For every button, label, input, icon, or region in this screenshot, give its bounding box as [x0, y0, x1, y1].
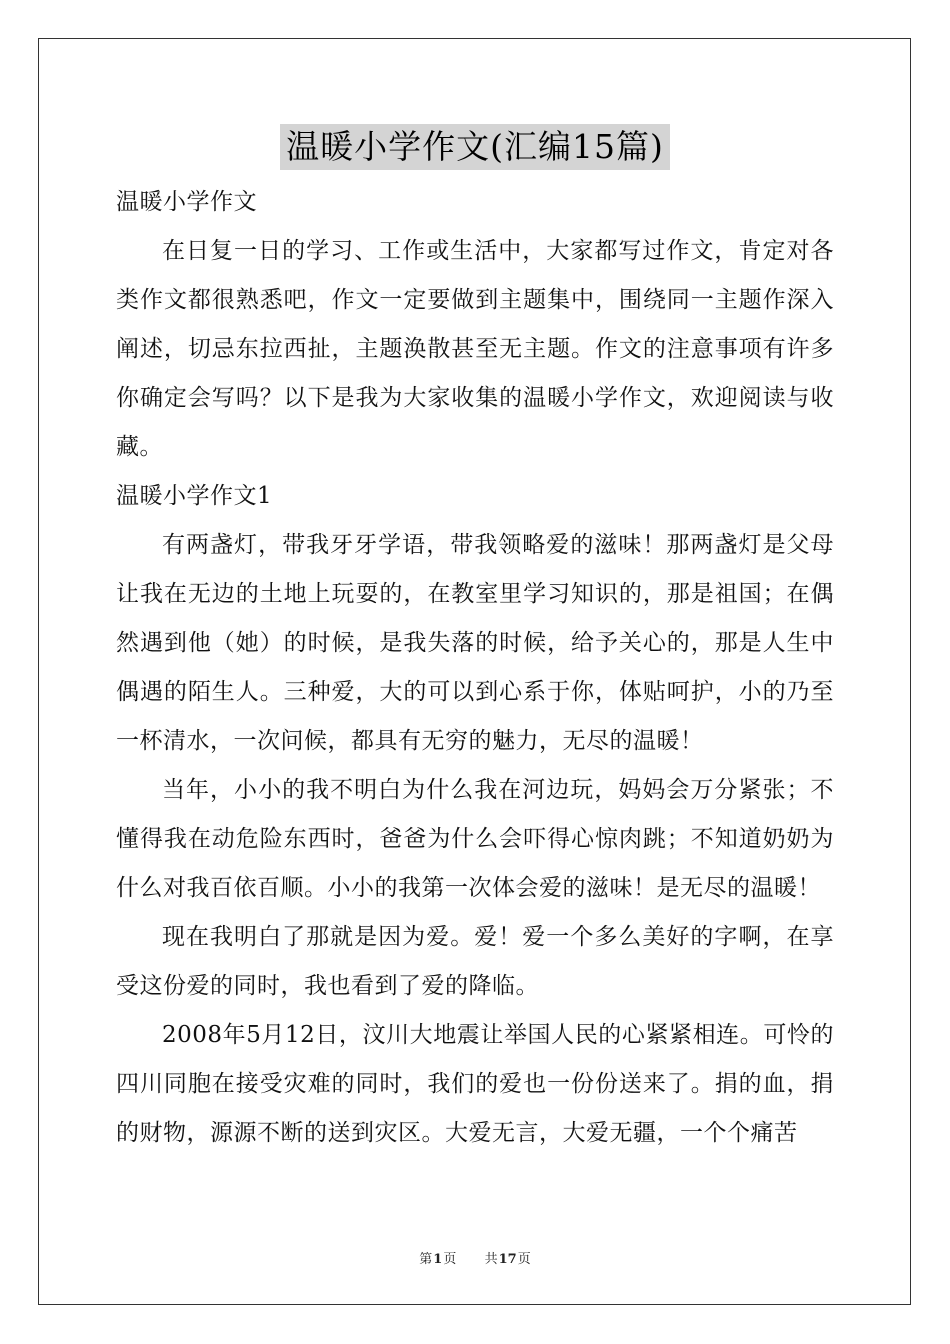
page-prefix: 第: [419, 1252, 433, 1267]
document-body: [116, 178, 834, 1158]
total-suffix: 页: [517, 1252, 531, 1267]
body-paragraph: 现在我明白了那就是因为爱。爱！爱一个多么美好的字啊，在享受这份爱的同时，我也看到了爱的降临。: [116, 924, 834, 999]
page-suffix: 页: [443, 1252, 457, 1267]
title-area: [0, 124, 950, 170]
page-number: 1: [433, 1252, 443, 1267]
body-paragraph: 当年，小小的我不明白为什么我在河边玩，妈妈会万分紧张；不懂得我在动危险东西时，爸爸为什么会吓得心惊肉跳；不知道奶奶为什么对我百依百顺。小小的我第一次体会爱的滋味！是无尽的温暖！: [116, 777, 834, 901]
body-paragraph: 有两盏灯，带我牙牙学语，带我领略爱的滋味！那两盏灯是父母让我在无边的土地上玩耍的，在教室里学习知识的，那是祖国；在偶然遇到他（她）的时候，是我失落的时候，给予关心的，那是人生中偶遇的陌生人。三种爱，大的可以到心系于你，体贴呵护，小的乃至一杯清水，一次问候，都具有无穷的魅力，无尽的温暖！: [116, 532, 834, 754]
page-footer: [0, 1248, 950, 1267]
total-pages: 17: [498, 1252, 517, 1267]
essay-heading: 温暖小学作文1: [116, 483, 273, 509]
intro-paragraph: 在日复一日的学习、工作或生活中，大家都写过作文，肯定对各类作文都很熟悉吧，作文一定要做到主题集中，围绕同一主题作深入阐述，切忌东拉西扯，主题涣散甚至无主题。作文的注意事项有许多你确定会写吗？以下是我为大家收集的温暖小学作文，欢迎阅读与收藏。: [116, 238, 834, 460]
body-paragraph: 2008年5月12日，汶川大地震让举国人民的心紧紧相连。可怜的四川同胞在接受灾难的同时，我们的爱也一份份送来了。捐的血，捐的财物，源源不断的送到灾区。大爱无言，大爱无疆，一个个痛苦: [116, 1022, 834, 1146]
section-heading: 温暖小学作文: [116, 189, 257, 215]
document-title: 温暖小学作文(汇编15篇): [280, 124, 670, 170]
total-prefix: 共: [484, 1252, 498, 1267]
